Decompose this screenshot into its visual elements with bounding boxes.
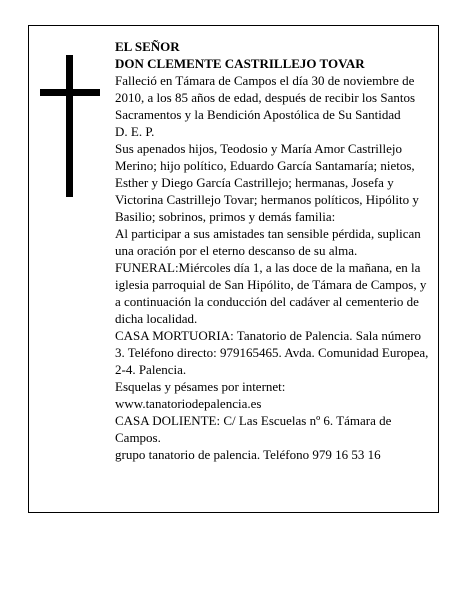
obituary-title: EL SEÑOR xyxy=(115,39,180,54)
obituary-text xyxy=(115,38,433,463)
death-announcement: Falleció en Támara de Campos el día 30 de noviembre de 2010, a los 85 años de edad, después de recibir los Santos Sacramentos y la Bendición Apostólica de Su Santidad xyxy=(115,73,416,122)
funeral-home-details: CASA MORTUORIA: Tanatorio de Palencia. Sala número 3. Teléfono directo: 979165465. Avda. Comunidad Europea, 2-4. Palencia. xyxy=(115,328,429,377)
deceased-name: DON CLEMENTE CASTRILLEJO TOVAR xyxy=(115,56,365,71)
cross-vertical-bar xyxy=(66,55,73,197)
online-condolences: Esquelas y pésames por internet: www.tanatoriodepalencia.es xyxy=(115,379,286,411)
cross-icon xyxy=(40,55,100,197)
rip-abbreviation: D. E. P. xyxy=(115,124,155,139)
prayer-request: Al participar a sus amistades tan sensible pérdida, suplican una oración por el eterno descanso de su alma. xyxy=(115,226,421,258)
family-list: Sus apenados hijos, Teodosio y María Amor Castrillejo Merino; hijo político, Eduardo García Santamaría; nietos, Esther y Diego García Castrillejo; hermanas, Josefa y Victorina Castrillejo Tovar; hermanos políticos, Hipólito y Basilio; sobrinos, primos y demás familia: xyxy=(115,141,419,224)
family-home-address: CASA DOLIENTE: C/ Las Escuelas nº 6. Támara de Campos. xyxy=(115,413,392,445)
cross-horizontal-bar xyxy=(40,89,100,96)
funeral-details: FUNERAL:Miércoles día 1, a las doce de la mañana, en la iglesia parroquial de San Hipólito, de Támara de Campos, y a continuación la conducción del cadáver al cementerio de dicha localidad. xyxy=(115,260,427,326)
funeral-group-contact: grupo tanatorio de palencia. Teléfono 979 16 53 16 xyxy=(115,447,381,462)
